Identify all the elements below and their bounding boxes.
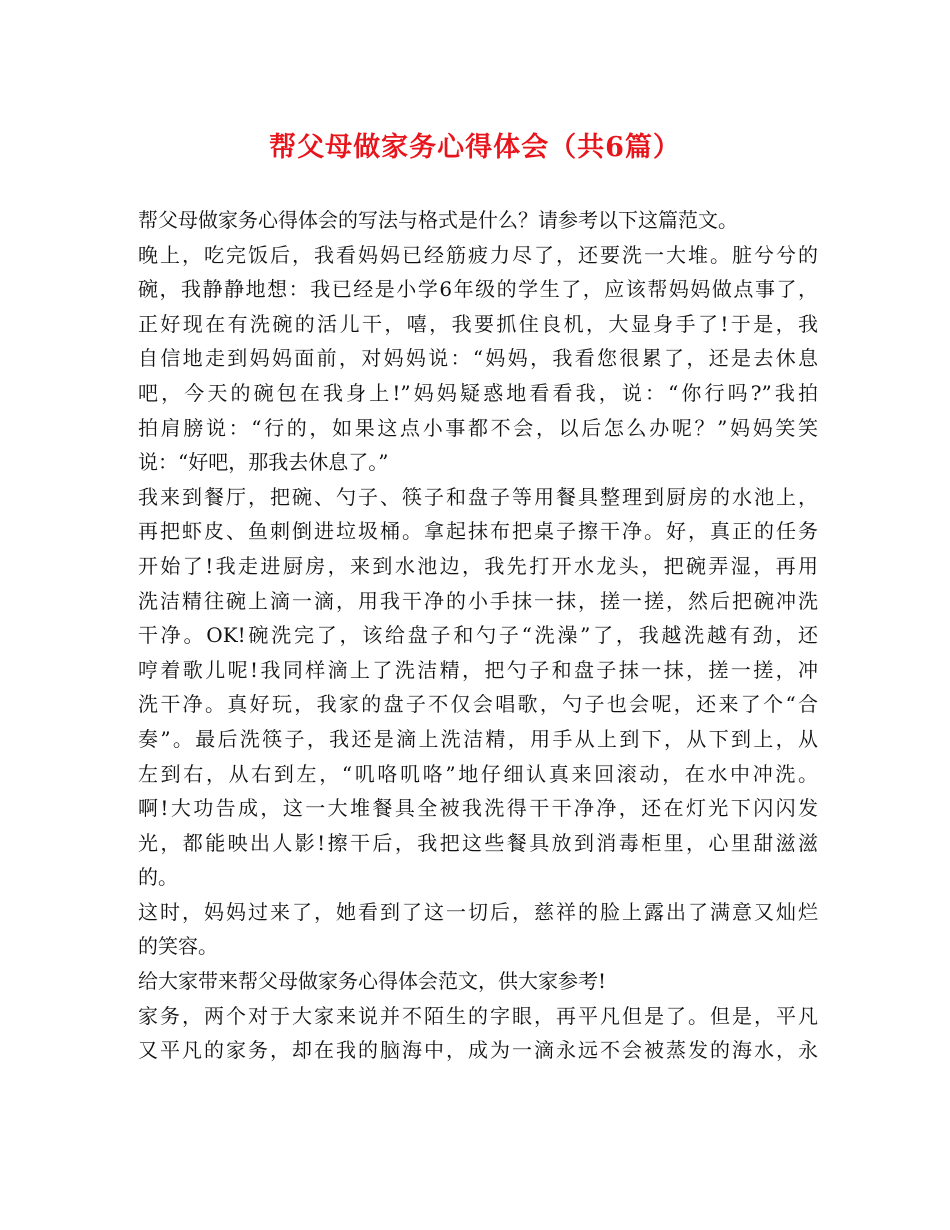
text-line: 晚上，吃完饭后，我看妈妈已经筋疲力尽了，还要洗一大堆。脏兮兮的 bbox=[138, 242, 818, 267]
text-line: 这时，妈妈过来了，她看到了这一切后，慈祥的脸上露出了满意又灿烂 bbox=[138, 899, 818, 924]
text-line: 碗，我静静地想：我已经是小学6年级的学生了，应该帮妈妈做点事了， bbox=[138, 277, 818, 302]
text-line: 干净。OK!碗洗完了，该给盘子和勺子“洗澡”了，我越洗越有劲，还 bbox=[138, 623, 818, 648]
text-line: 自信地走到妈妈面前，对妈妈说：“妈妈，我看您很累了，还是去休息 bbox=[138, 346, 818, 371]
text-line: 帮父母做家务心得体会的写法与格式是什么？请参考以下这篇范文。 bbox=[138, 208, 738, 232]
text-line: 给大家带来帮父母做家务心得体会范文，供大家参考! bbox=[138, 969, 607, 994]
text-line: 啊!大功告成，这一大堆餐具全被我洗得干干净净，还在灯光下闪闪发 bbox=[138, 796, 818, 821]
text-line: 再把虾皮、鱼刺倒进垃圾桶。拿起抹布把桌子擦干净。好，真正的任务 bbox=[138, 519, 818, 544]
text-line: 奏”。最后洗筷子，我还是滴上洗洁精，用手从上到下，从下到上，从 bbox=[138, 726, 818, 751]
text-line: 左到右，从右到左，“叽咯叽咯”地仔细认真来回滚动，在水中冲洗。 bbox=[138, 761, 818, 786]
text-line: 哼着歌儿呢!我同样滴上了洗洁精，把勺子和盘子抹一抹，搓一搓，冲 bbox=[138, 657, 818, 682]
text-line: 开始了!我走进厨房，来到水池边，我先打开水龙头，把碗弄湿，再用 bbox=[138, 553, 818, 578]
text-line: 洗洁精往碗上滴一滴，用我干净的小手抹一抹，搓一搓，然后把碗冲洗 bbox=[138, 588, 818, 613]
document-body bbox=[138, 203, 818, 1068]
text-line: 的。 bbox=[138, 865, 178, 890]
text-line: 洗干净。真好玩，我家的盘子不仅会唱歌，勺子也会呢，还来了个“合 bbox=[138, 692, 818, 717]
document-title: 帮父母做家务心得体会（共6篇） bbox=[269, 132, 681, 163]
text-line: 拍肩膀说：“行的，如果这点小事都不会，以后怎么办呢？”妈妈笑笑 bbox=[138, 415, 818, 440]
text-line: 说：“好吧，那我去休息了。” bbox=[138, 450, 389, 475]
text-line: 我来到餐厅，把碗、勺子、筷子和盘子等用餐具整理到厨房的水池上， bbox=[138, 484, 818, 509]
text-line: 的笑容。 bbox=[138, 934, 218, 959]
text-line: 正好现在有洗碗的活儿干，嘻，我要抓住良机，大显身手了!于是，我 bbox=[138, 311, 818, 336]
text-line: 光，都能映出人影!擦干后，我把这些餐具放到消毒柜里，心里甜滋滋 bbox=[138, 830, 818, 855]
text-line: 吧，今天的碗包在我身上!”妈妈疑惑地看看我，说：“你行吗?”我拍 bbox=[138, 380, 818, 405]
text-line: 又平凡的家务，却在我的脑海中，成为一滴永远不会被蒸发的海水，永 bbox=[138, 1038, 818, 1063]
text-line: 家务，两个对于大家来说并不陌生的字眼，再平凡但是了。但是，平凡 bbox=[138, 1003, 818, 1028]
